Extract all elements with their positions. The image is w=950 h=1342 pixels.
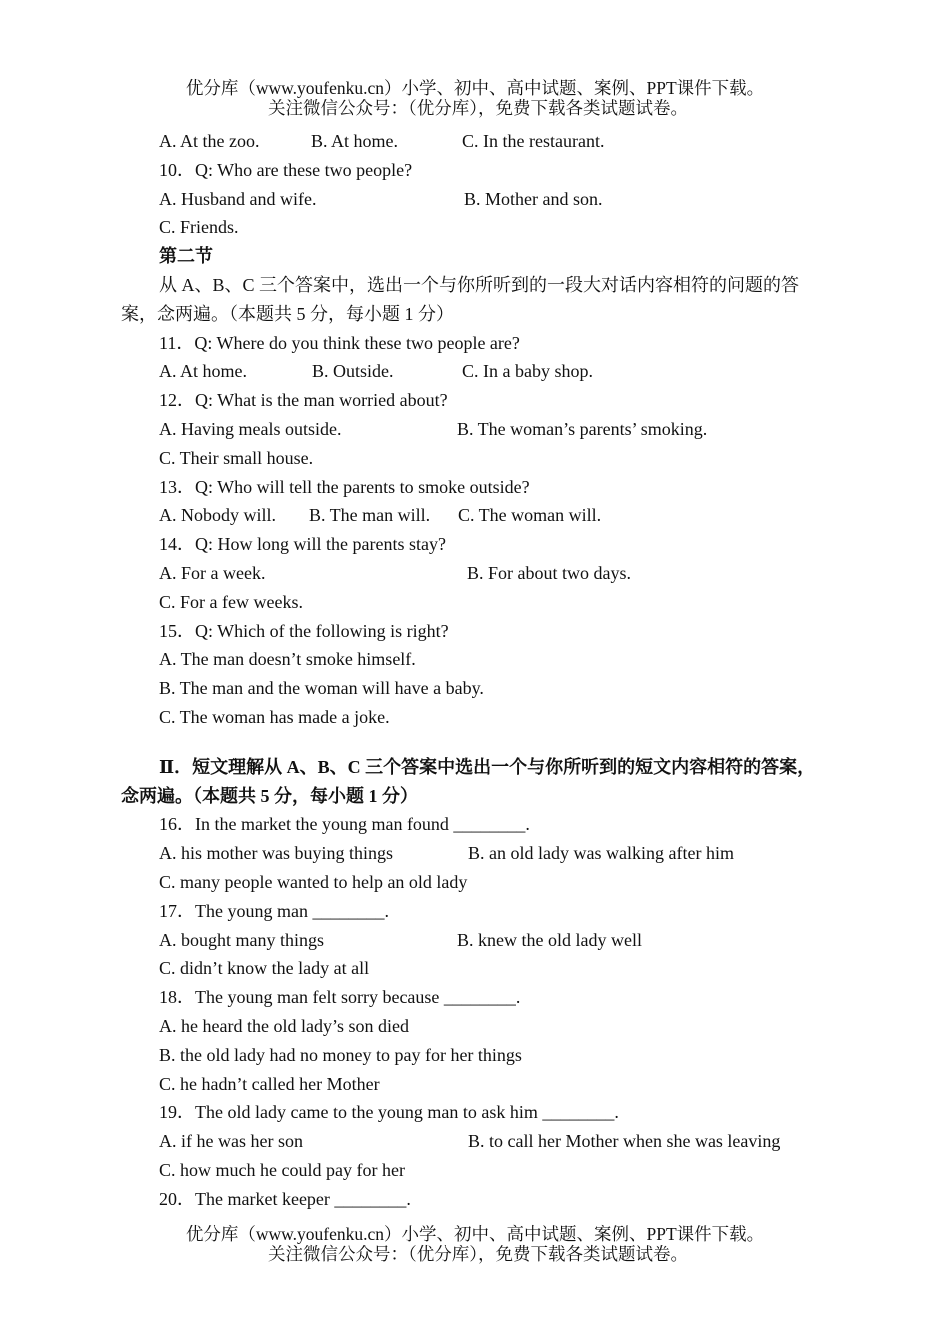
- q16-question: 16．In the market the young man found ________.: [159, 814, 530, 835]
- q18-option-c: C. he hadn’t called her Mother: [159, 1073, 380, 1094]
- q17-option-c: C. didn’t know the lady at all: [159, 958, 370, 979]
- header-line-2: 关注微信公众号：（优分库），免费下载各类试题试卷。: [268, 98, 688, 118]
- q20-question: 20．The market keeper ________.: [159, 1188, 411, 1209]
- footer-line-2: 关注微信公众号：（优分库），免费下载各类试题试卷。: [268, 1244, 688, 1264]
- q17-options-ab: [121, 926, 881, 955]
- q10-question: 10．Q: Who are these two people?: [159, 159, 413, 180]
- q19-options-ab: [121, 1127, 881, 1156]
- q19-option-b: B. to call her Mother when she was leaving: [468, 1131, 781, 1152]
- q14-option-c: C. For a few weeks.: [159, 591, 303, 612]
- section-2-instruction-line-2: 案，念两遍。（本题共 5 分，每小题 1 分）: [121, 303, 454, 324]
- q13-options: [121, 501, 881, 530]
- q19-question: 19．The old lady came to the young man to ask him ________.: [159, 1102, 619, 1123]
- q9-option-a: A. At the zoo.: [159, 131, 260, 151]
- q17-option-a: A. bought many things: [159, 929, 324, 950]
- q16-option-b: B. an old lady was walking after him: [468, 843, 734, 864]
- q16-option-c: C. many people wanted to help an old lady: [159, 871, 468, 892]
- q18-option-b: B. the old lady had no money to pay for her things: [159, 1044, 522, 1065]
- q13-option-b: B. The man will.: [309, 505, 431, 526]
- q15-question: 15．Q: Which of the following is right?: [159, 620, 449, 641]
- q11-option-a: A. At home.: [159, 361, 247, 382]
- page-footer: [0, 1224, 950, 1264]
- q19-option-c: C. how much he could pay for her: [159, 1159, 405, 1180]
- section-2-instruction-line-1: 从 A、B、C 三个答案中，选出一个与你所听到的一段大对话内容相符的问题的答: [159, 274, 800, 295]
- document-body: [121, 127, 881, 1213]
- q19-option-a: A. if he was her son: [159, 1131, 303, 1152]
- q17-question: 17．The young man ________.: [159, 900, 389, 921]
- q12-question: 12．Q: What is the man worried about?: [159, 390, 448, 411]
- part-2-heading-line-1: Ⅱ．短文理解从 A、B、C 三个答案中选出一个与你所听到的短文内容相符的答案，: [159, 756, 816, 777]
- q12-options-ab: [121, 415, 881, 444]
- q9-options: [121, 127, 881, 156]
- footer-line-1: 优分库（www.youfenku.cn）小学、初中、高中试题、案例、PPT课件下载。: [185, 1224, 765, 1244]
- q14-options-ab: [121, 559, 881, 588]
- part-2-heading-line-2: 念两遍。（本题共 5 分，每小题 1 分）: [121, 785, 418, 806]
- q12-option-b: B. The woman’s parents’ smoking.: [457, 418, 708, 439]
- section-2-title: 第二节: [159, 246, 213, 267]
- page-header: [0, 78, 950, 118]
- q9-option-c: C. In the restaurant.: [462, 131, 605, 151]
- q18-question: 18．The young man felt sorry because ________.: [159, 987, 521, 1008]
- q10-options-ab: [121, 185, 881, 214]
- q14-option-b: B. For about two days.: [467, 562, 631, 583]
- q18-option-a: A. he heard the old lady’s son died: [159, 1015, 409, 1036]
- q16-options-ab: [121, 839, 881, 868]
- q10-option-c: C. Friends.: [159, 217, 239, 238]
- q13-question: 13．Q: Who will tell the parents to smoke outside?: [159, 476, 530, 497]
- q9-option-b: B. At home.: [311, 131, 399, 151]
- q10-option-a: A. Husband and wife.: [159, 188, 317, 209]
- q11-option-c: C. In a baby shop.: [462, 361, 593, 382]
- q10-option-b: B. Mother and son.: [464, 188, 603, 209]
- q12-option-c: C. Their small house.: [159, 447, 314, 468]
- q17-option-b: B. knew the old lady well: [457, 929, 642, 950]
- q15-option-a: A. The man doesn’t smoke himself.: [159, 649, 416, 670]
- q13-option-a: A. Nobody will.: [159, 505, 276, 526]
- q15-option-b: B. The man and the woman will have a baby.: [159, 678, 484, 699]
- q11-question: 11．Q: Where do you think these two people are?: [159, 332, 520, 353]
- q13-option-c: C. The woman will.: [458, 505, 602, 526]
- q11-options: [121, 357, 881, 386]
- q15-option-c: C. The woman has made a joke.: [159, 706, 390, 727]
- q16-option-a: A. his mother was buying things: [159, 843, 393, 864]
- q14-option-a: A. For a week.: [159, 562, 266, 583]
- header-line-1: 优分库（www.youfenku.cn）小学、初中、高中试题、案例、PPT课件下载。: [185, 78, 765, 98]
- blank-line: [121, 732, 881, 753]
- q11-option-b: B. Outside.: [312, 361, 394, 382]
- q12-option-a: A. Having meals outside.: [159, 418, 342, 439]
- q14-question: 14．Q: How long will the parents stay?: [159, 534, 446, 555]
